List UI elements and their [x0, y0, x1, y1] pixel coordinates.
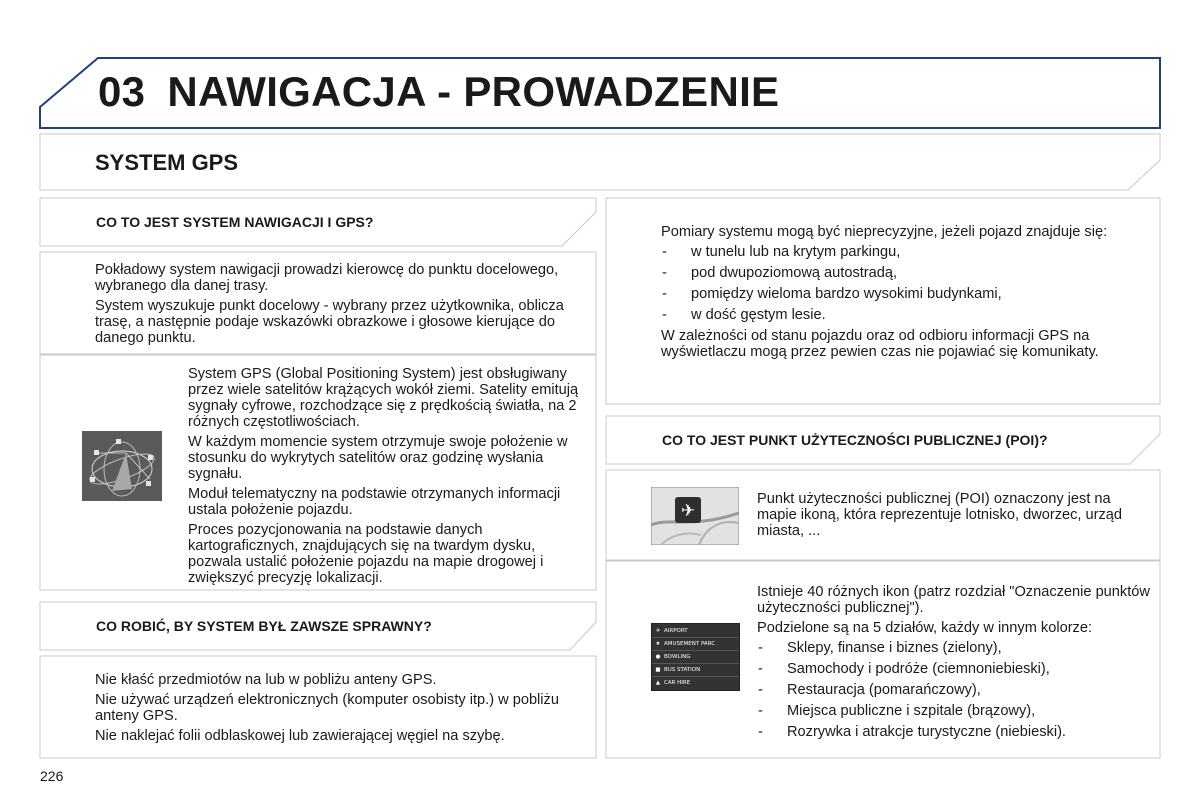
list-item: - Samochody i podróże (ciemnoniebieski), [757, 661, 1152, 677]
list-item: - pod dwupoziomową autostradą, [661, 265, 1141, 281]
poi-list-item: BUS STATION [664, 667, 701, 673]
list-item: - Restauracja (pomarańczowy), [757, 682, 1152, 698]
list-item: - Sklepy, finanse i biznes (zielony), [757, 640, 1152, 656]
gps-satellites-illustration [82, 431, 162, 501]
intro-paragraph: Pokładowy system nawigacji prowadzi kierowcę do punktu docelowego, wybranego dla danej trasy. [95, 262, 559, 294]
advice-item: Nie kłaść przedmiotów na lub w pobliżu anteny GPS. [95, 672, 437, 688]
section-title: SYSTEM GPS [95, 150, 239, 175]
poi-sections-intro: Podzielone są na 5 działów, każdy w innym kolorze: [757, 620, 1093, 636]
intro-paragraph: System wyszukuje punkt docelowy - wybrany przez użytkownika, oblicza trasę, a następnie podaje wskazówki obrazkowe i głosowe kierujące do danego punktu. [95, 298, 564, 346]
poi-sections-list [757, 640, 1152, 740]
poi-categories-list-image: ✈ AIRPORT ★ AMUSEMENT PARC ● BOWLING ■ BUS STATION ▲ CAR HIRE [651, 623, 740, 691]
heading-keep-working: CO ROBIĆ, BY SYSTEM BYŁ ZAWSZE SPRAWNY? [96, 618, 432, 634]
list-item: - Rozrywka i atrakcje turystyczne (niebieski). [757, 724, 1152, 740]
poi-list-item: BOWLING [664, 654, 691, 660]
imprecision-outro: W zależności od stanu pojazdu oraz od odbioru informacji GPS na wyświetlaczu mogą przez pewien czas nie pojawiać się komunikaty. [661, 328, 1099, 360]
list-item: - w tunelu lub na krytym parkingu, [661, 244, 1141, 260]
page-number: 226 [40, 768, 64, 784]
list-item: - pomiędzy wieloma bardzo wysokimi budynkami, [661, 286, 1141, 302]
keep-working-text [95, 672, 575, 748]
gps-intro-text [95, 262, 575, 350]
poi-list-item: CAR HIRE [664, 680, 691, 686]
chapter-number: 03 [98, 68, 146, 115]
imprecision-intro: Pomiary systemu mogą być nieprecyzyjne, jeżeli pojazd znajduje się: [661, 224, 1108, 240]
heading-what-is-gps: CO TO JEST SYSTEM NAWIGACJI I GPS? [96, 214, 374, 230]
gps-details-text [188, 366, 584, 590]
advice-item: Nie naklejać folii odblaskowej lub zawierającej węgiel na szybę. [95, 728, 505, 744]
details-paragraph: Proces pozycjonowania na podstawie danych kartograficznych, znajdujących się na twardym dysku, pozwala ustalić położenie pojazdu na mapie drogowej i zwiększyć precyzję lokalizacji. [188, 522, 544, 586]
poi-types-text [757, 584, 1152, 745]
poi-list-item: AIRPORT [664, 628, 688, 634]
imprecision-list [661, 244, 1141, 323]
details-paragraph: W każdym momencie system otrzymuje swoje położenie w stosunku do wykrytych satelitów oraz godzinę wysłania sygnału. [188, 434, 568, 482]
poi-list-item: AMUSEMENT PARC [664, 641, 716, 647]
imprecision-text [661, 224, 1141, 364]
airport-poi-map-icon [651, 487, 739, 545]
chapter-title-text: NAWIGACJA - PROWADZENIE [167, 68, 780, 115]
poi-types-intro: Istnieje 40 różnych ikon (patrz rozdział "Oznaczenie punktów użyteczności publicznej"). [757, 584, 1150, 616]
details-paragraph: System GPS (Global Positioning System) jest obsługiwany przez wiele satelitów krążących wokół ziemi. Satelity emitują sygnały cyfrowe, rozchodzące się z prędkością światła, na 2 różnych częstotliwościach. [188, 366, 579, 430]
svg-text:✈: ✈ [680, 501, 696, 521]
poi-icon-text: Punkt użyteczności publicznej (POI) oznaczony jest na mapie ikoną, która reprezentuje lotnisko, dworzec, urząd miasta, ... [757, 491, 1123, 539]
advice-item: Nie używać urządzeń elektronicznych (komputer osobisty itp.) w pobliżu anteny GPS. [95, 692, 559, 724]
list-item: - Miejsca publiczne i szpitale (brązowy), [757, 703, 1152, 719]
list-item: - w dość gęstym lesie. [661, 307, 1141, 323]
details-paragraph: Moduł telematyczny na podstawie otrzymanych informacji ustala położenie pojazdu. [188, 486, 561, 518]
heading-poi: CO TO JEST PUNKT UŻYTECZNOŚCI PUBLICZNEJ (POI)? [662, 432, 1048, 448]
